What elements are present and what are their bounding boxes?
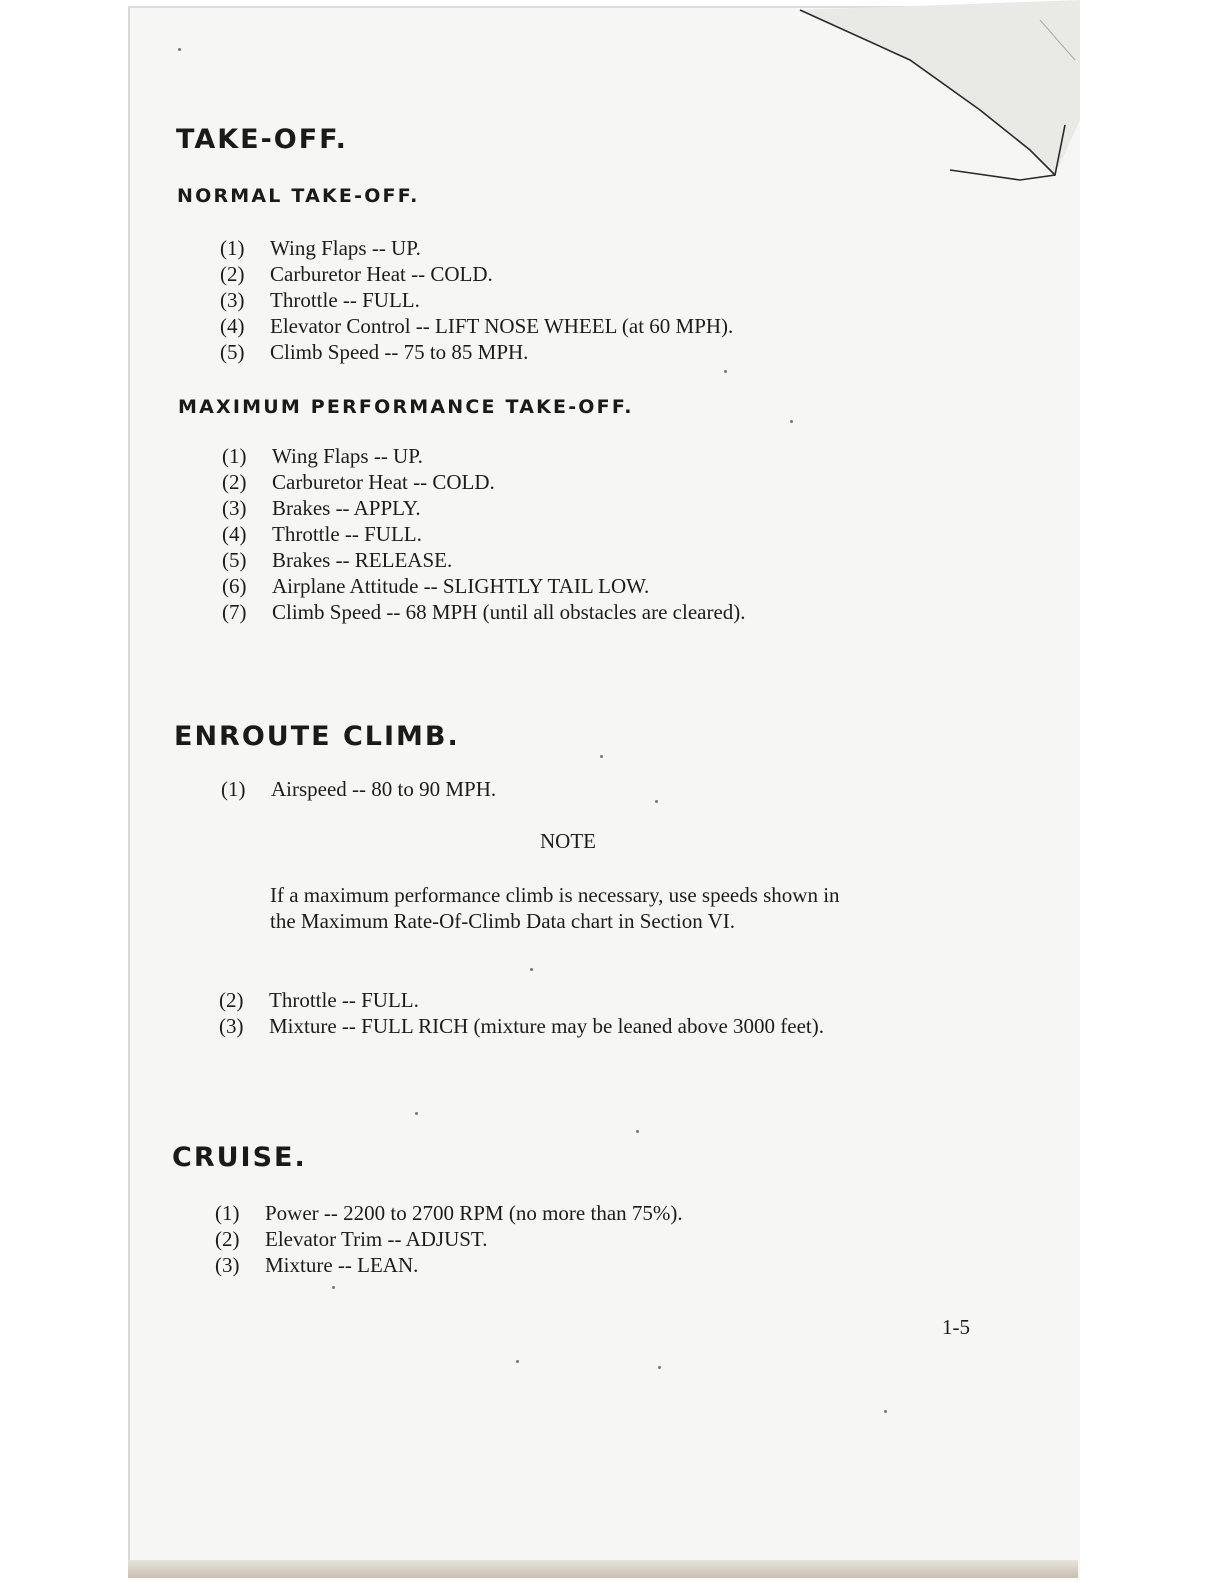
list-item: (1) Airspeed -- 80 to 90 MPH. (221, 777, 497, 801)
list-item: (1) Power -- 2200 to 2700 RPM (no more than 75%). (215, 1201, 683, 1225)
note-title: NOTE (540, 829, 596, 853)
list-item: (5) Climb Speed -- 75 to 85 MPH. (220, 340, 529, 364)
list-item: (3) Brakes -- APPLY. (222, 496, 421, 520)
list-item: (1) Wing Flaps -- UP. (222, 444, 423, 468)
list-item: (3) Mixture -- LEAN. (215, 1253, 419, 1277)
list-item: (4) Throttle -- FULL. (222, 522, 422, 546)
list-item: (7) Climb Speed -- 68 MPH (until all obstacles are cleared). (222, 600, 746, 624)
section-title-enroute-climb: ENROUTE CLIMB. (174, 721, 460, 752)
section-title-cruise: CRUISE. (172, 1142, 307, 1173)
page-bottom-edge (128, 1560, 1078, 1578)
section-title-takeoff: TAKE-OFF. (176, 124, 348, 155)
max-performance-takeoff-list (222, 443, 746, 625)
list-item: (1) Wing Flaps -- UP. (220, 236, 421, 260)
list-item: (2) Elevator Trim -- ADJUST. (215, 1227, 488, 1251)
enroute-climb-list-1 (221, 776, 496, 802)
enroute-climb-list-2 (219, 987, 824, 1039)
folded-corner-graphic (790, 0, 1080, 190)
list-item: (3) Mixture -- FULL RICH (mixture may be leaned above 3000 feet). (219, 1014, 824, 1038)
normal-takeoff-list (220, 235, 733, 365)
subsection-title-normal-takeoff: NORMAL TAKE-OFF. (177, 185, 420, 207)
list-item: (2) Throttle -- FULL. (219, 988, 419, 1012)
list-item: (5) Brakes -- RELEASE. (222, 548, 453, 572)
list-item: (4) Elevator Control -- LIFT NOSE WHEEL (at 60 MPH). (220, 314, 734, 338)
cruise-list (215, 1200, 683, 1278)
list-item: (6) Airplane Attitude -- SLIGHTLY TAIL LOW. (222, 574, 650, 598)
list-item: (2) Carburetor Heat -- COLD. (222, 470, 495, 494)
list-item: (3) Throttle -- FULL. (220, 288, 420, 312)
note-body: If a maximum performance climb is necessary, use speeds shown in the Maximum Rate-Of-Climb Data chart in Section VI. (270, 883, 840, 933)
page-number: 1-5 (942, 1315, 970, 1339)
subsection-title-max-performance-takeoff: MAXIMUM PERFORMANCE TAKE-OFF. (178, 396, 634, 418)
list-item: (2) Carburetor Heat -- COLD. (220, 262, 493, 286)
